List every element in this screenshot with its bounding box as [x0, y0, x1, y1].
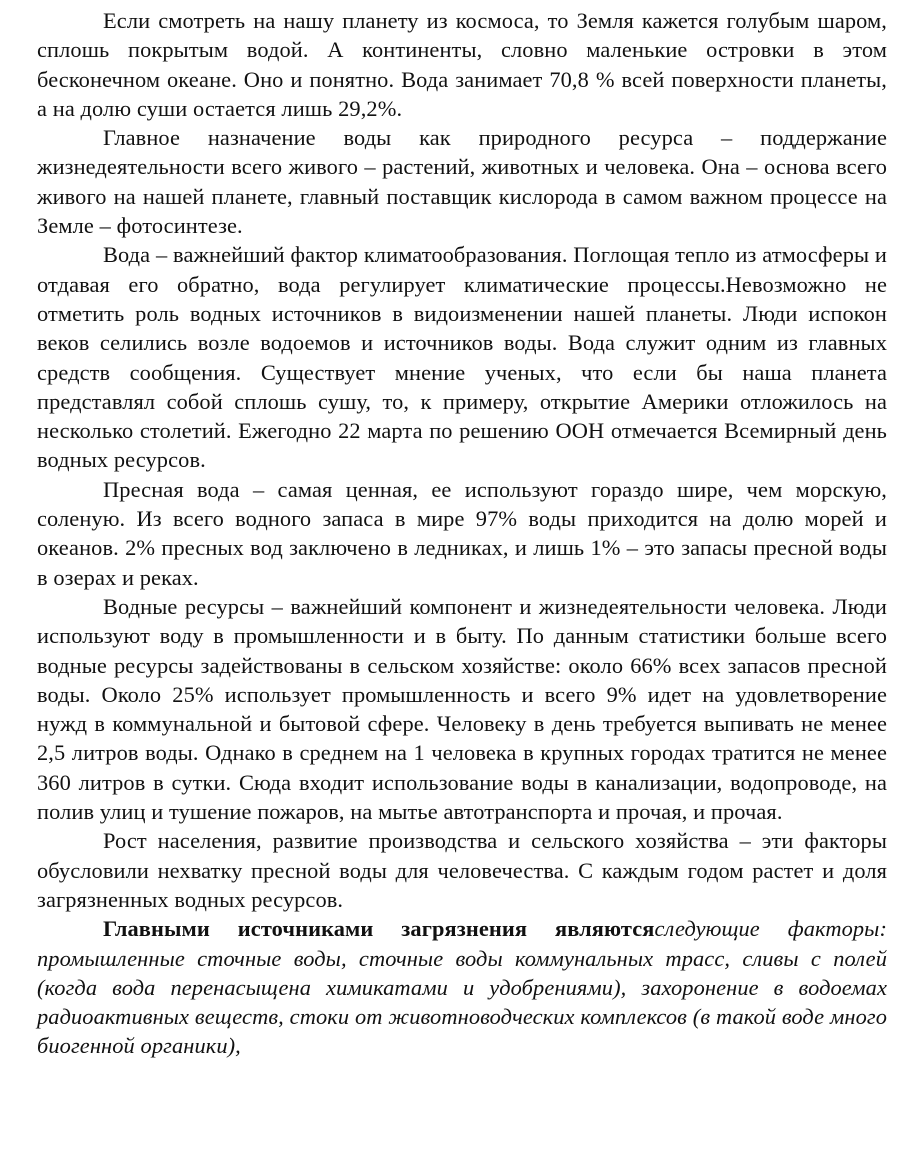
- paragraph-climate-factor: Вода – важнейший фактор климатообразования. Поглощая тепло из атмосферы и отдавая его обратно, вода регулирует климатические процессы.Невозможно не отметить роль водных источников в видоизменении нашей планеты. Люди испокон веков селились возле водоемов и источников воды. Вода служит одним из главных средств сообщения. Существует мнение ученых, что если бы наша планета представлял собой сплошь сушу, то, к примеру, открытие Америки отложилось на несколько столетий. Ежегодно 22 марта по решению ООН отмечается Всемирный день водных ресурсов.: [37, 242, 887, 473]
- document-body: [37, 6, 887, 1061]
- paragraph-water-resources-usage: Водные ресурсы – важнейший компонент и жизнедеятельности человека. Люди используют воду в промышленности и в быту. По данным статистики больше всего водные ресурсы задействованы в сельском хозяйстве: около 66% всех запасов пресной воды. Около 25% использует промышленность и всего 9% идет на удовлетворение нужд в коммунальной и бытовой сфере. Человеку в день требуется выпивать не менее 2,5 литров воды. Однако в среднем на 1 человека в крупных городах тратится не менее 360 литров в сутки. Сюда входит использование воды в канализации, водопроводе, на полив улиц и тушение пожаров, на мытье автотранспорта и прочая, и прочая.: [37, 593, 887, 825]
- paragraph-earth-from-space: Если смотреть на нашу планету из космоса, то Земля кажется голубым шаром, сплошь покрытым водой. А континенты, словно маленькие островки в этом бесконечном океане. Оно и понятно. Вода занимает 70,8 % всей поверхности планеты, а на долю суши остается лишь 29,2%.: [37, 8, 887, 121]
- pollution-sources-bold-lead: Главными источниками загрязнения являются: [103, 916, 655, 942]
- pollution-sources-italic-list: следующие факторы: промышленные сточные воды, сточные воды коммунальных трасс, сливы с полей (когда вода перенасыщена химикатами и удобрениями), захоронение в водоемах радиоактивных веществ, стоки от животноводческих комплексов (в такой воде много биогенной органики),: [37, 916, 887, 1059]
- paragraph-pollution-sources: [37, 914, 887, 1060]
- paragraph-fresh-water: Пресная вода – самая ценная, ее используют гораздо шире, чем морскую, соленую. Из всего водного запаса в мире 97% воды приходится на долю морей и океанов. 2% пресных вод заключено в ледниках, и лишь 1% – это запасы пресной воды в озерах и реках.: [37, 476, 887, 590]
- paragraph-population-growth: Рост населения, развитие производства и сельского хозяйства – эти факторы обусловили нехватку пресной воды для человечества. С каждым годом растет и доля загрязненных водных ресурсов.: [37, 828, 887, 912]
- page-top-edge: [0, 0, 909, 4]
- paragraph-water-purpose: Главное назначение воды как природного ресурса – поддержание жизнедеятельности всего живого – растений, животных и человека. Она – основа всего живого на нашей планете, главный поставщик кислорода в самом важном процессе на Земле – фотосинтезе.: [37, 125, 887, 239]
